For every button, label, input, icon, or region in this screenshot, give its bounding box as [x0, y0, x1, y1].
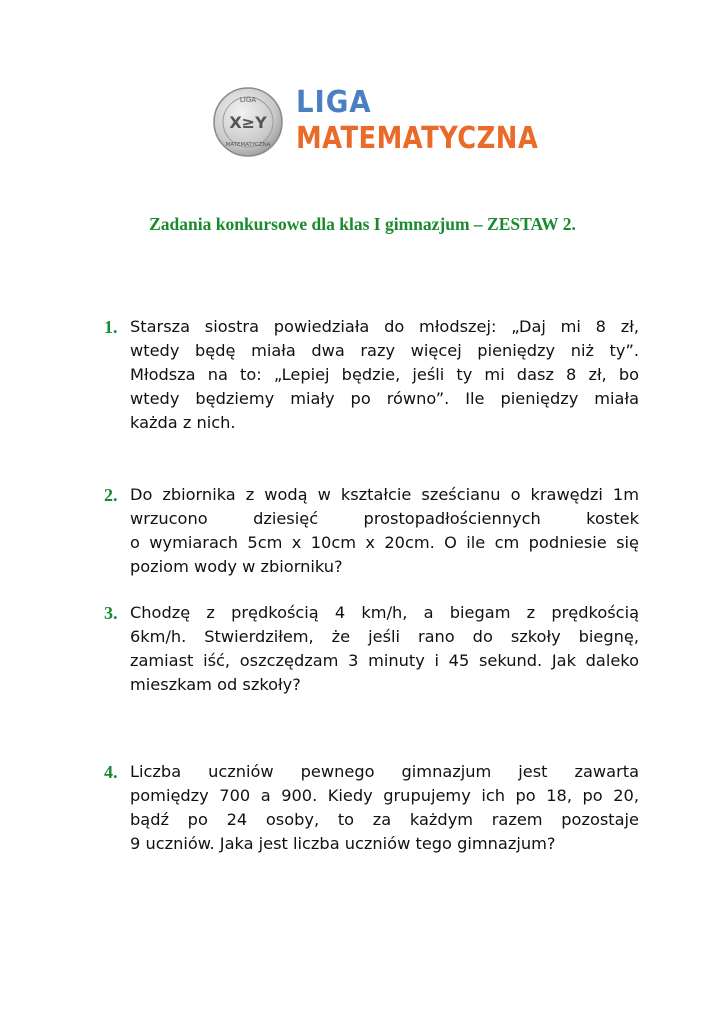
task-line: każda z nich. — [130, 413, 236, 432]
document-title: Zadania konkursowe dla klas I gimnazjum – ZESTAW 2. — [149, 214, 576, 234]
task-line: Liczba uczniów pewnego gimnazjum jest zawarta — [130, 762, 639, 781]
liga-matematyczna-logo — [212, 85, 539, 166]
task-line: Chodzę z prędkością 4 km/h, a biegam z prędkością — [130, 603, 639, 622]
task-line: o wymiarach 5cm x 10cm x 20cm. O ile cm podniesie się — [130, 533, 639, 552]
task-number: 2. — [104, 485, 118, 505]
seal-bottom-text: MATEMATYCZNA — [225, 142, 271, 148]
task-text — [130, 315, 639, 435]
task-2 — [104, 483, 639, 579]
task-line: mieszkam od szkoły? — [130, 675, 301, 694]
logo-word-matematyczna: MATEMATYCZNA — [296, 121, 539, 156]
logo-seal-icon — [212, 86, 284, 158]
task-text — [130, 760, 639, 856]
task-number: 4. — [104, 762, 118, 782]
seal-top-text: LIGA — [239, 96, 257, 104]
task-line: pomiędzy 700 a 900. Kiedy grupujemy ich po 18, po 20, — [130, 786, 639, 805]
task-line: bądź po 24 osoby, to za każdym razem pozostaje — [130, 810, 639, 829]
task-line: zamiast iść, oszczędzam 3 minuty i 45 sekund. Jak daleko — [130, 651, 639, 670]
task-line: 6km/h. Stwierdziłem, że jeśli rano do szkoły biegnę, — [130, 627, 639, 646]
task-line: wtedy będziemy miały po równo”. Ile pieniędzy miała — [130, 389, 639, 408]
task-line: Starsza siostra powiedziała do młodszej: „Daj mi 8 zł, — [130, 317, 639, 336]
task-3 — [104, 601, 639, 697]
task-line: wtedy będę miała dwa razy więcej pieniędzy niż ty”. — [130, 341, 639, 360]
task-line: 9 uczniów. Jaka jest liczba uczniów tego gimnazjum? — [130, 834, 556, 853]
task-line: Młodsza na to: „Lepiej będzie, jeśli ty mi dasz 8 zł, bo — [130, 365, 639, 384]
task-line: poziom wody w zbiorniku? — [130, 557, 343, 576]
task-4 — [104, 760, 639, 856]
task-number: 3. — [104, 603, 118, 623]
task-1 — [104, 315, 639, 435]
seal-middle-text: X≥Y — [229, 113, 267, 132]
task-line: Do zbiornika z wodą w kształcie sześcianu o krawędzi 1m — [130, 485, 639, 504]
task-line: wrzucono dziesięć prostopadłościennych kostek — [130, 509, 639, 528]
task-text — [130, 601, 639, 697]
task-text — [130, 483, 639, 579]
logo-word-liga: LIGA — [296, 85, 372, 120]
task-number: 1. — [104, 317, 118, 337]
